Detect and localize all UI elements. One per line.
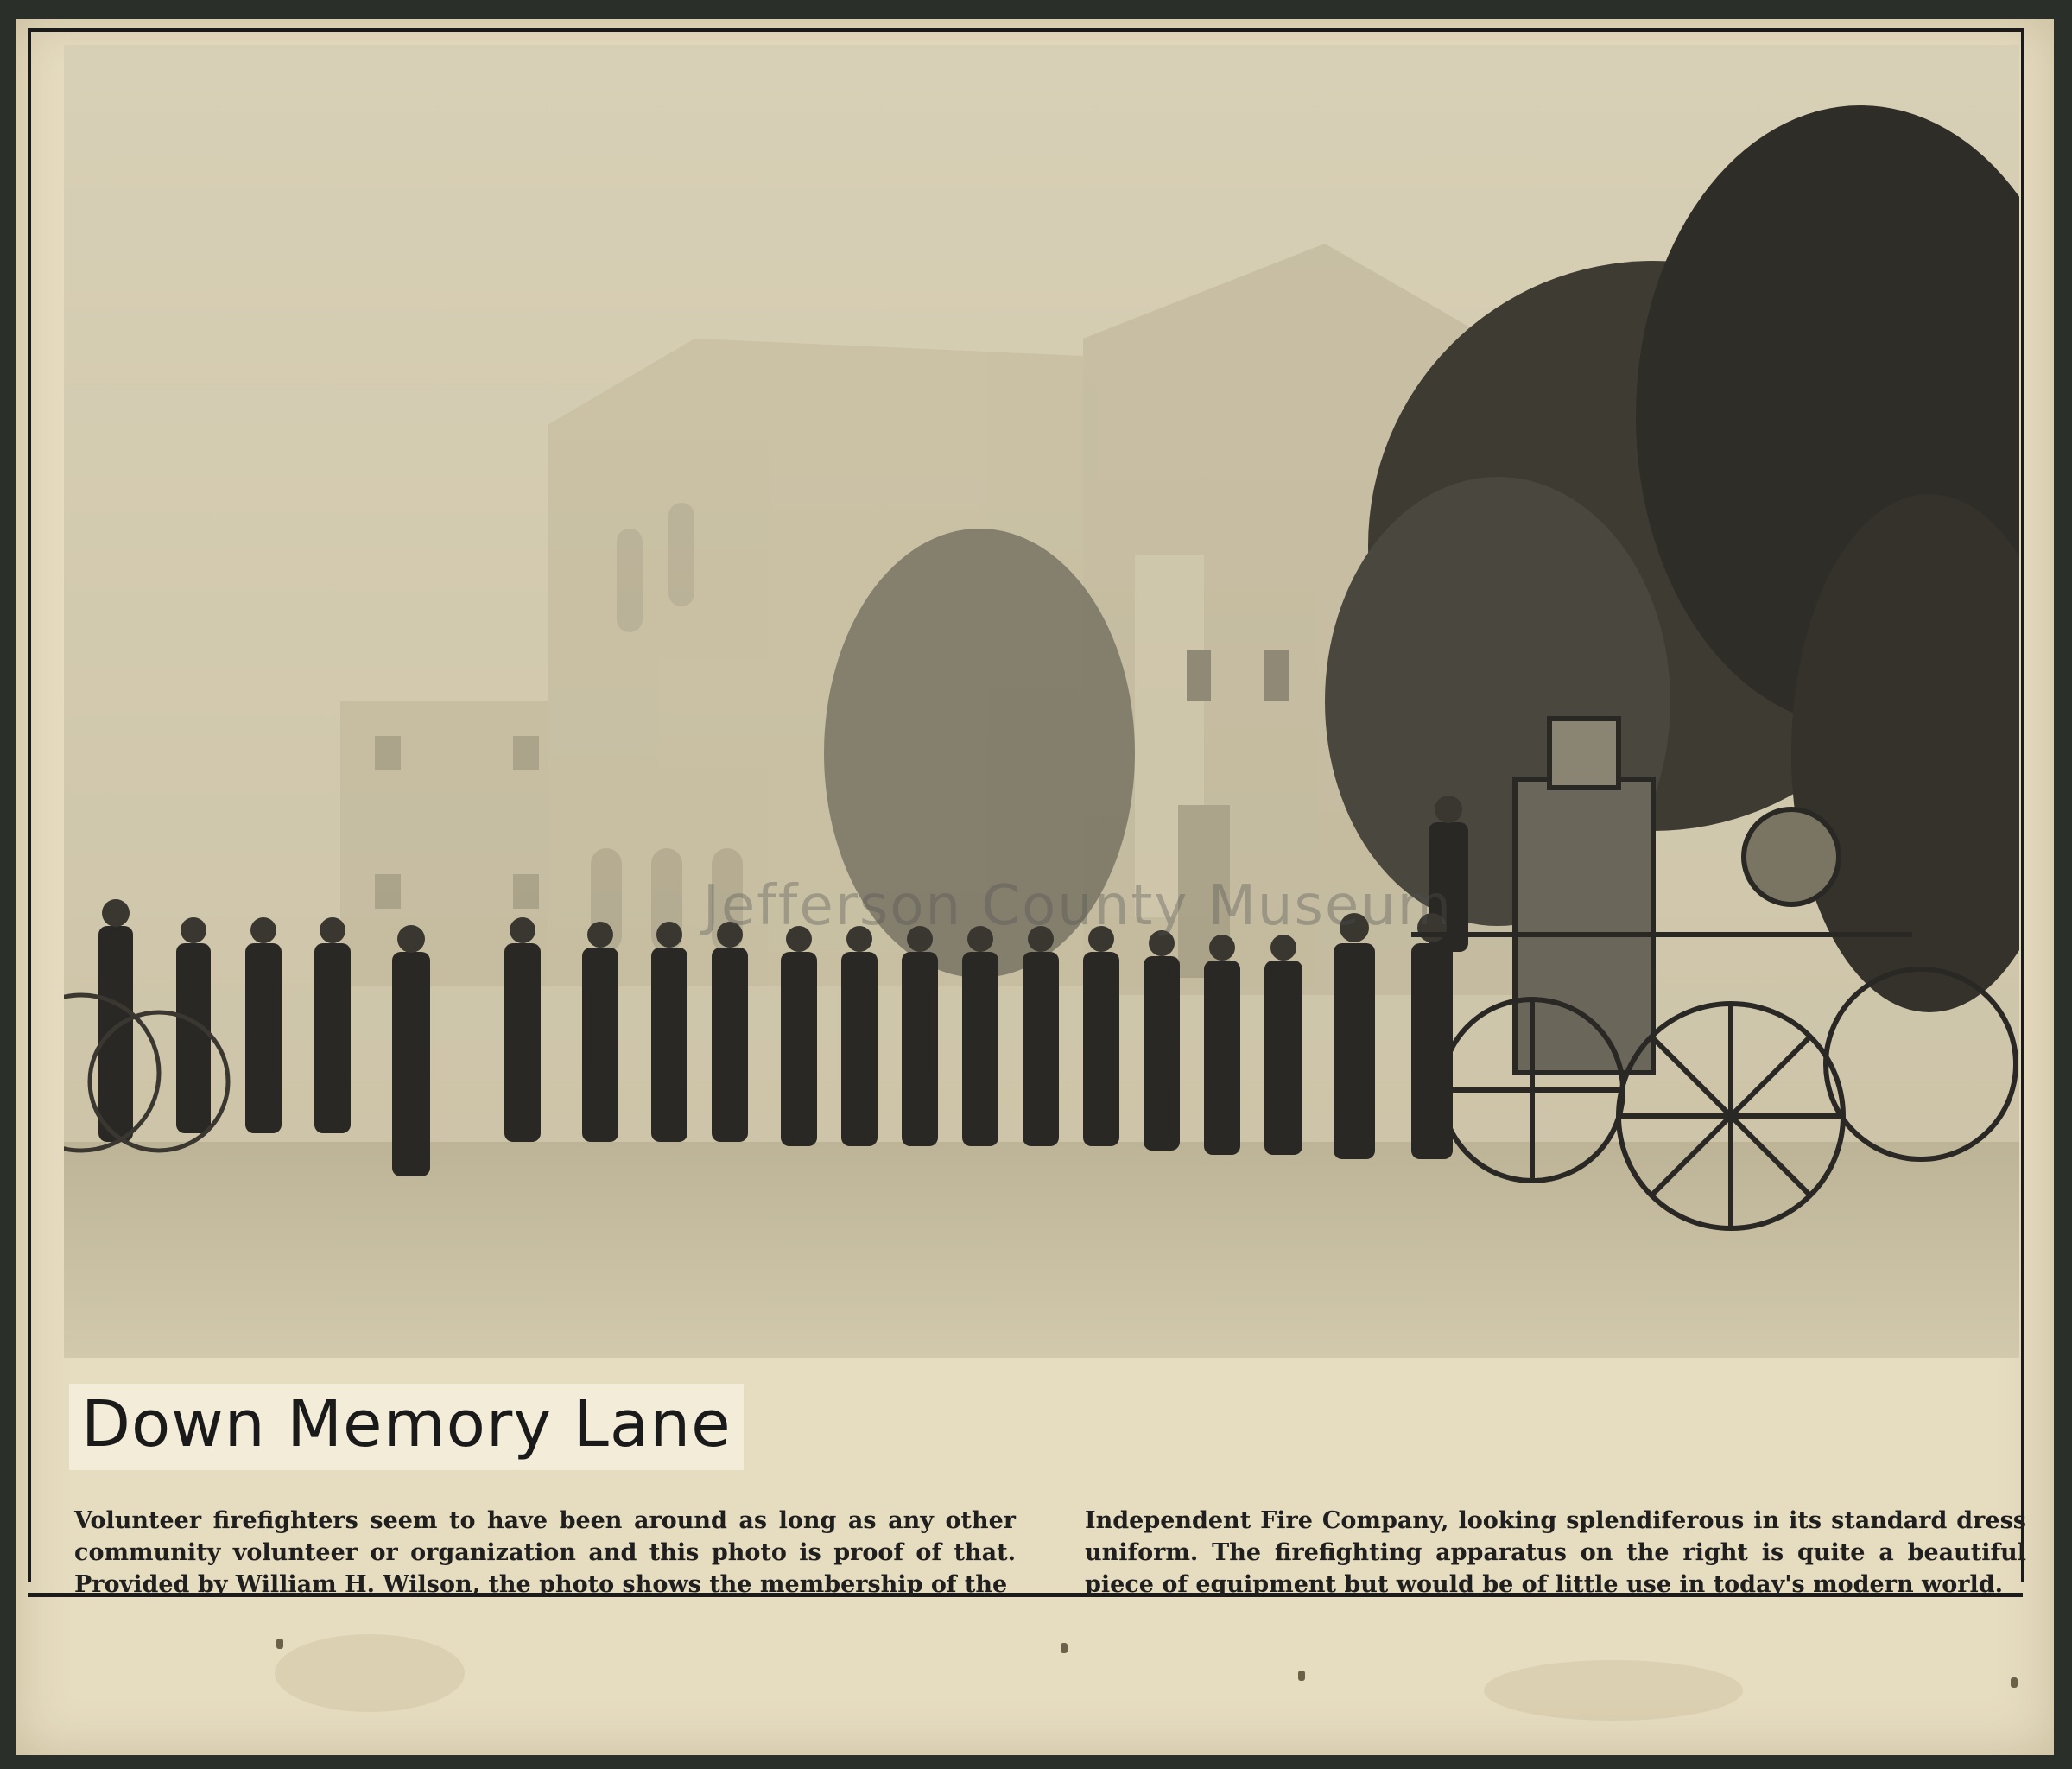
pin-hole [2011,1677,2018,1688]
left-rule [28,28,31,1582]
paper-stain [275,1634,465,1712]
photo-illustration [64,45,2019,1358]
pin-hole [1298,1671,1305,1681]
right-rule [2021,28,2024,1582]
caption-column-2: Independent Fire Company, looking splendiferous in its standard dress uniform. The firefighting apparatus on the right is quite a beautiful piece of equipment but would be of little use in today's modern world. [1085,1507,2026,1598]
paper-stain [1484,1660,1743,1721]
pin-hole [276,1639,283,1649]
newspaper-clipping [16,19,2054,1755]
historic-photo [64,45,2019,1358]
top-rule [28,28,2023,32]
headline: Down Memory Lane [69,1384,744,1470]
museum-watermark: Jefferson County Museum [703,874,1454,938]
caption-column-1: Volunteer firefighters seem to have been around as long as any other community volunteer or organization and this photo is proof of that. Provided by William H. Wilson, the photo shows the membership of the [74,1507,1016,1598]
pin-hole [1061,1643,1068,1653]
